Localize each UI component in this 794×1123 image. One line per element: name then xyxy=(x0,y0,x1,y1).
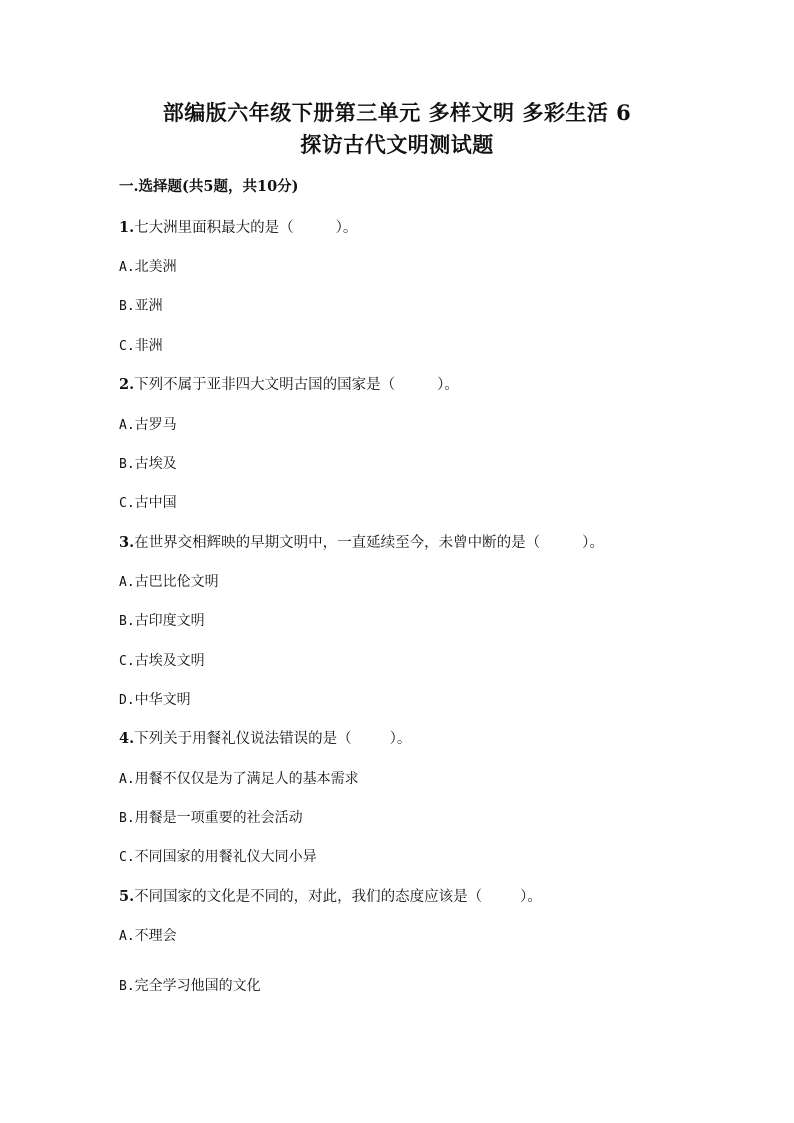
option-text: 用餐是一项重要的社会活动 xyxy=(134,810,303,826)
question-number: 5. xyxy=(119,888,135,905)
question-1-option-b xyxy=(119,296,163,317)
question-number: 4. xyxy=(119,730,135,747)
question-5-option-a xyxy=(119,926,177,947)
option-letter: D. xyxy=(119,693,135,708)
option-text: 古罗马 xyxy=(134,417,177,433)
option-letter: A. xyxy=(119,575,135,590)
option-text: 完全学习他国的文化 xyxy=(134,978,261,994)
option-text: 不理会 xyxy=(134,928,177,944)
option-text: 用餐不仅仅是为了满足人的基本需求 xyxy=(134,771,359,787)
option-text: 北美洲 xyxy=(134,259,177,275)
question-number: 2. xyxy=(119,376,135,393)
question-3-option-d xyxy=(119,690,191,711)
option-text: 古埃及文明 xyxy=(134,653,205,669)
question-2-option-c xyxy=(119,493,177,514)
question-stem-end: ）。 xyxy=(437,377,459,393)
question-number: 3. xyxy=(119,534,135,551)
question-3 xyxy=(119,533,604,553)
question-3-option-a xyxy=(119,572,219,593)
option-letter: C. xyxy=(119,496,135,511)
question-2 xyxy=(119,375,459,395)
option-text: 非洲 xyxy=(134,338,163,354)
option-text: 古埃及 xyxy=(134,456,177,472)
question-1-option-a xyxy=(119,257,177,278)
question-5-option-b xyxy=(119,976,261,997)
question-4-option-c xyxy=(119,847,317,868)
option-letter: C. xyxy=(119,654,135,669)
option-letter: B. xyxy=(119,614,135,629)
question-4-option-a xyxy=(119,769,359,790)
option-letter: C. xyxy=(119,850,135,865)
option-text: 中华文明 xyxy=(134,692,191,708)
document-title-line2: 探访古代文明测试题 xyxy=(300,132,494,157)
option-letter: B. xyxy=(119,457,135,472)
question-1-option-c xyxy=(119,336,163,357)
question-2-option-a xyxy=(119,415,177,436)
option-text: 亚洲 xyxy=(134,298,163,314)
question-stem-end: ）。 xyxy=(335,220,358,236)
question-3-option-c xyxy=(119,651,205,672)
question-stem: 在世界交相辉映的早期文明中，一直延续至今，未曾中断的是（ xyxy=(134,535,541,551)
option-letter: A. xyxy=(119,772,135,787)
question-1 xyxy=(119,218,357,238)
question-stem: 不同国家的文化是不同的，对此，我们的态度应该是（ xyxy=(134,889,483,905)
option-letter: A. xyxy=(119,929,135,944)
question-stem-end: ）。 xyxy=(520,889,542,905)
question-2-option-b xyxy=(119,454,177,475)
option-letter: C. xyxy=(119,339,135,354)
question-stem: 下列关于用餐礼仪说法错误的是（ xyxy=(134,731,352,747)
question-3-option-b xyxy=(119,611,205,632)
option-text: 古中国 xyxy=(134,495,177,511)
option-letter: B. xyxy=(119,979,135,994)
question-4-option-b xyxy=(119,808,303,829)
question-stem: 七大洲里面积最大的是（ xyxy=(134,220,294,236)
document-title-line1: 部编版六年级下册第三单元 多样文明 多彩生活 6 xyxy=(162,100,632,125)
option-letter: A. xyxy=(119,260,135,275)
question-4 xyxy=(119,729,411,749)
option-text: 古巴比伦文明 xyxy=(134,574,219,590)
question-5 xyxy=(119,887,542,907)
question-stem-end: ）。 xyxy=(582,535,604,551)
option-letter: B. xyxy=(119,811,135,826)
question-stem-end: ）。 xyxy=(389,731,412,747)
option-letter: A. xyxy=(119,418,135,433)
option-text: 不同国家的用餐礼仪大同小异 xyxy=(134,849,317,865)
option-letter: B. xyxy=(119,299,135,314)
option-text: 古印度文明 xyxy=(134,613,205,629)
question-stem: 下列不属于亚非四大文明古国的国家是（ xyxy=(134,377,396,393)
section-heading: 一.选择题(共5题，共10分) xyxy=(119,178,299,195)
question-number: 1. xyxy=(119,219,135,236)
